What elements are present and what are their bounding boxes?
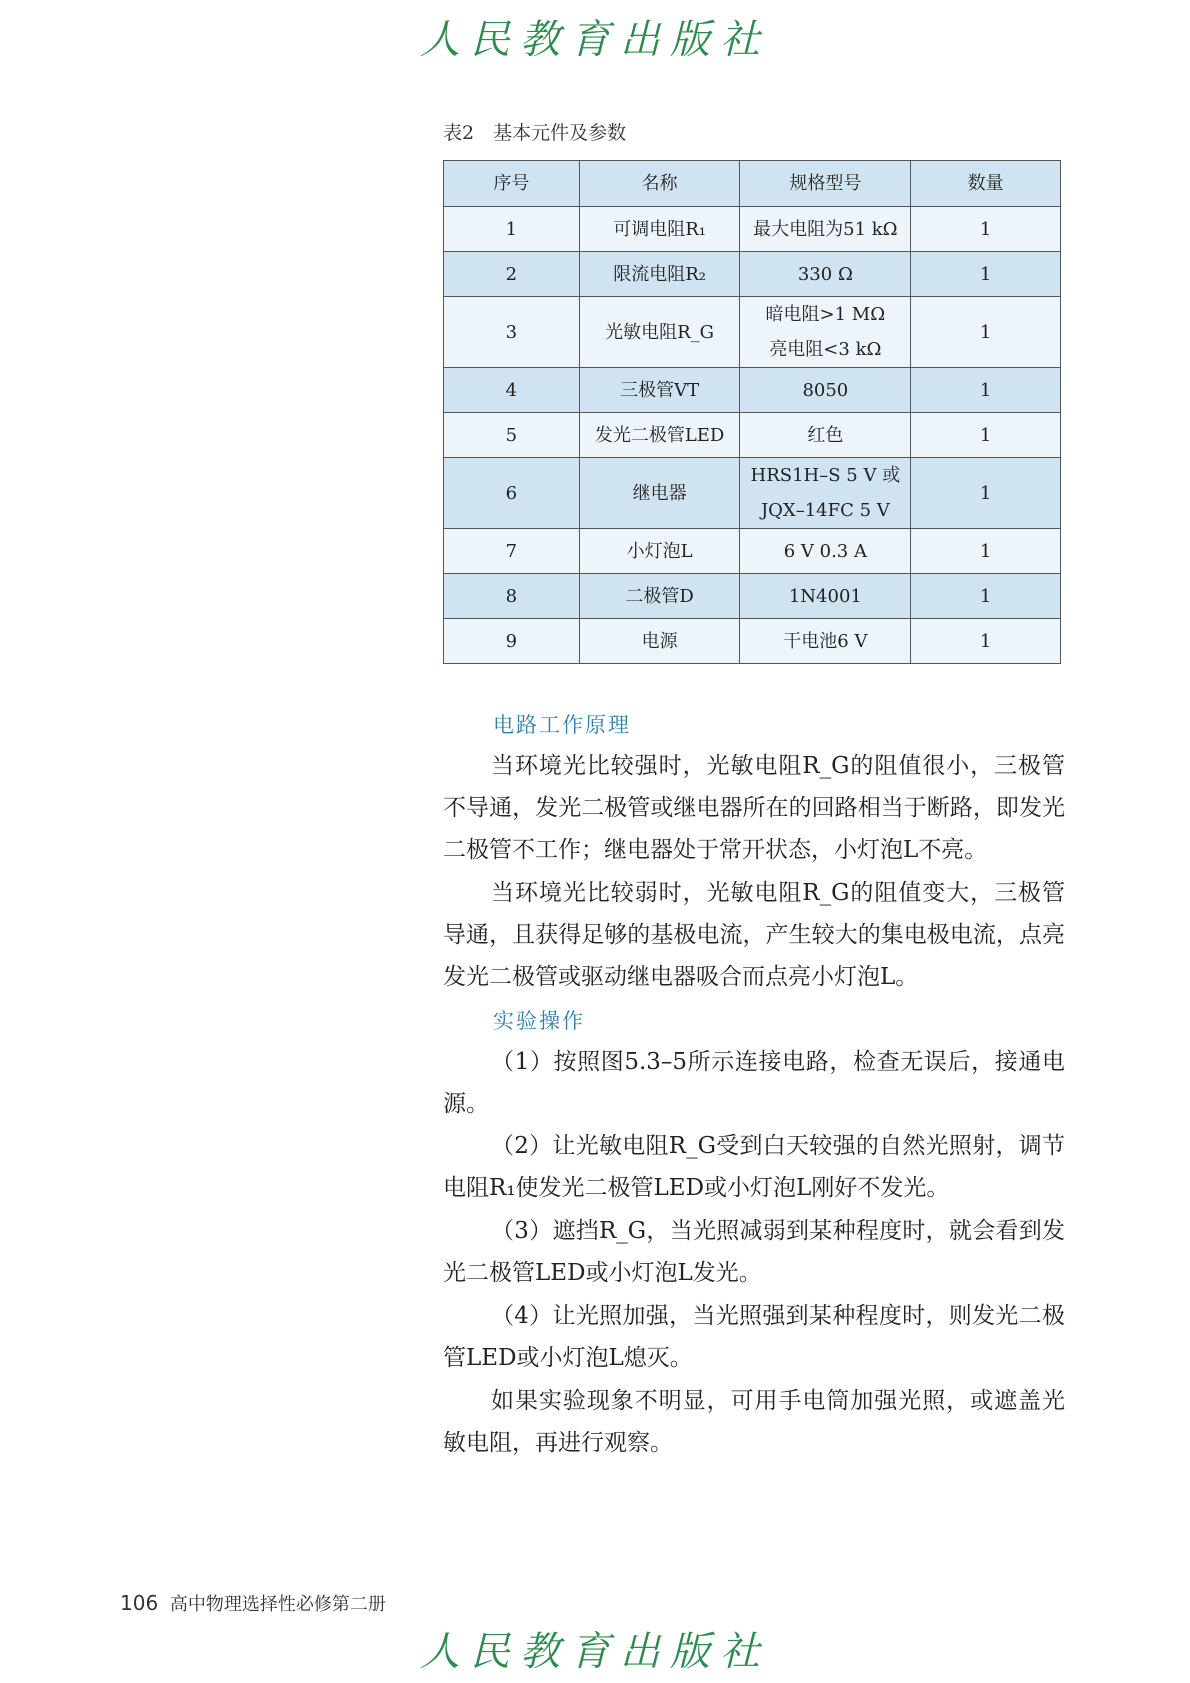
cell-name: 三极管VT	[579, 368, 740, 413]
table-row	[444, 297, 1061, 368]
header-cell: 序号	[444, 161, 580, 207]
component-table	[443, 160, 1061, 664]
cell-no: 1	[444, 207, 580, 252]
experiment-step: （4）让光照加强，当光照强到某种程度时，则发光二极管LED或小灯泡L熄灭。	[443, 1303, 1065, 1371]
cell-name: 二极管D	[579, 574, 740, 619]
table-row	[444, 619, 1061, 664]
cell-qty: 1	[911, 368, 1061, 413]
cell-qty: 1	[911, 619, 1061, 664]
table-caption: 表2 基本元件及参数	[443, 122, 627, 144]
cell-spec	[740, 458, 911, 529]
cell-qty: 1	[911, 574, 1061, 619]
cell-spec: 红色	[740, 413, 911, 458]
cell-name: 光敏电阻R_G	[579, 297, 740, 368]
experiment-step: （3）遮挡R_G，当光照减弱到某种程度时，就会看到发光二极管LED或小灯泡L发光。	[443, 1218, 1065, 1286]
paragraph-note: 如果实验现象不明显，可用手电筒加强光照，或遮盖光敏电阻，再进行观察。	[443, 1388, 1065, 1456]
header-cell: 数量	[911, 161, 1061, 207]
cell-spec: 干电池6 V	[740, 619, 911, 664]
cell-spec: 1N4001	[740, 574, 911, 619]
spec-line: 暗电阻>1 MΩ	[765, 304, 886, 325]
cell-name: 限流电阻R₂	[579, 252, 740, 297]
book-title: 高中物理选择性必修第二册	[169, 1594, 386, 1615]
cell-spec: 6 V 0.3 A	[740, 529, 911, 574]
cell-spec: 8050	[740, 368, 911, 413]
table-header-row	[444, 161, 1061, 207]
cell-name: 继电器	[579, 458, 740, 529]
cell-qty: 1	[911, 297, 1061, 368]
cell-spec: 最大电阻为51 kΩ	[740, 207, 911, 252]
publisher-logo-top: 人民教育出版社	[420, 17, 770, 63]
cell-qty: 1	[911, 252, 1061, 297]
cell-qty: 1	[911, 413, 1061, 458]
publisher-logo-bottom: 人民教育出版社	[420, 1629, 770, 1675]
table-row	[444, 368, 1061, 413]
cell-spec	[740, 297, 911, 368]
cell-spec: 330 Ω	[740, 252, 911, 297]
cell-name: 小灯泡L	[579, 529, 740, 574]
cell-name: 可调电阻R₁	[579, 207, 740, 252]
paragraph: 当环境光比较弱时，光敏电阻R_G的阻值变大，三极管导通，且获得足够的基极电流，产生较大的集电极电流，点亮发光二极管或驱动继电器吸合而点亮小灯泡L。	[443, 880, 1065, 990]
cell-qty: 1	[911, 529, 1061, 574]
cell-no: 5	[444, 413, 580, 458]
cell-qty: 1	[911, 458, 1061, 529]
cell-no: 9	[444, 619, 580, 664]
table-row	[444, 458, 1061, 529]
experiment-step: （1）按照图5.3–5所示连接电路，检查无误后，接通电源。	[443, 1049, 1065, 1117]
spec-line: HRS1H–S 5 V 或	[750, 465, 901, 486]
header-cell: 名称	[579, 161, 740, 207]
cell-no: 2	[444, 252, 580, 297]
table-row	[444, 413, 1061, 458]
cell-no: 4	[444, 368, 580, 413]
table-row	[444, 207, 1061, 252]
cell-no: 8	[444, 574, 580, 619]
experiment-step: （2）让光敏电阻R_G受到白天较强的自然光照射，调节电阻R₁使发光二极管LED或小灯泡L刚好不发光。	[443, 1133, 1065, 1201]
page-number: 106	[120, 1591, 159, 1615]
section-heading-experiment-steps: 实验操作	[493, 1009, 585, 1033]
header-cell: 规格型号	[740, 161, 911, 207]
cell-name: 发光二极管LED	[579, 413, 740, 458]
table-row	[444, 529, 1061, 574]
spec-line: JQX–14FC 5 V	[760, 500, 890, 521]
cell-no: 7	[444, 529, 580, 574]
spec-line: 亮电阻<3 kΩ	[769, 339, 882, 360]
section-heading-circuit-principle: 电路工作原理	[493, 713, 631, 737]
paragraph: 当环境光比较强时，光敏电阻R_G的阻值很小，三极管不导通，发光二极管或继电器所在的回路相当于断路，即发光二极管不工作；继电器处于常开状态，小灯泡L不亮。	[443, 753, 1065, 863]
table-row	[444, 252, 1061, 297]
cell-name: 电源	[579, 619, 740, 664]
table-row	[444, 574, 1061, 619]
cell-no: 6	[444, 458, 580, 529]
cell-no: 3	[444, 297, 580, 368]
page-footer	[120, 1590, 386, 1616]
cell-qty: 1	[911, 207, 1061, 252]
